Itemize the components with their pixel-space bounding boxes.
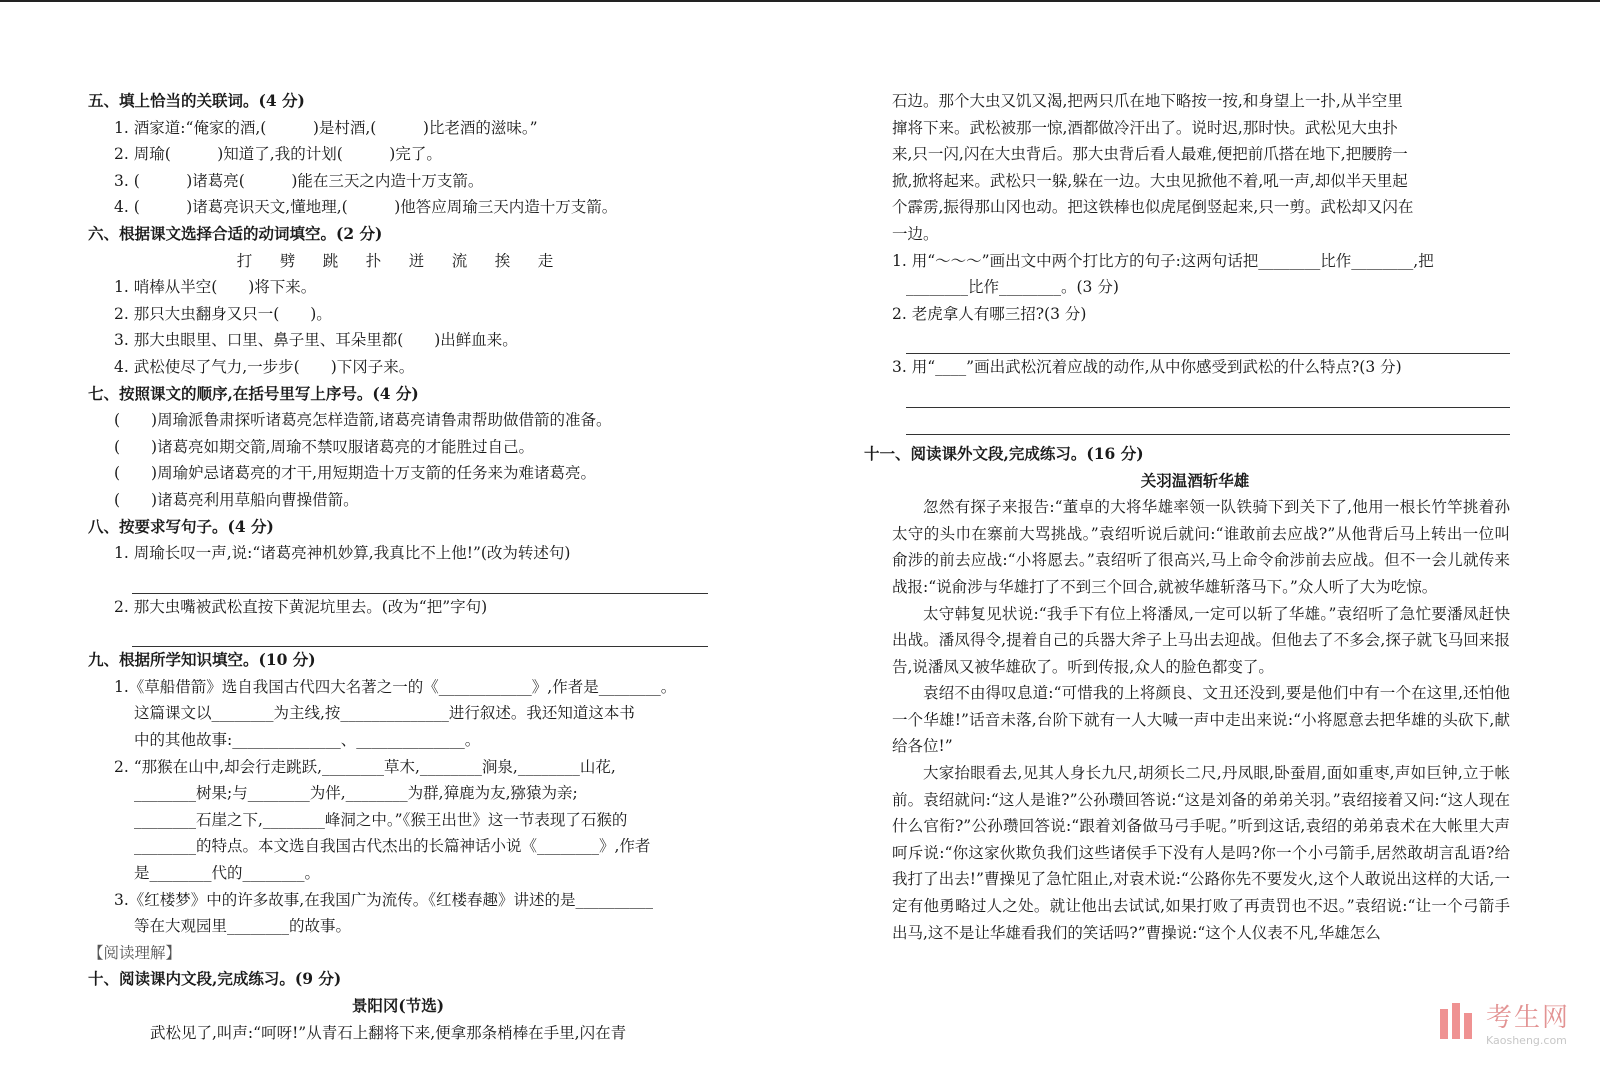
passage-line: 石边。那个大虫又饥又渴,把两只爪在地下略按一按,和身望上一扑,从半空里 xyxy=(892,92,1403,110)
section-9-line: ________的特点。本文选自我国古代杰出的长篇神话小说《________》,作者 xyxy=(134,837,651,856)
section-9-line: 1.《草船借箭》选自我国古代四大名著之一的《____________》,作者是________。 xyxy=(114,677,677,696)
question-3: 3. 用“____”画出武松沉着应战的动作,从中你感受到武松的什么特点?(3 分) xyxy=(892,358,1402,377)
section-5-item-4: 4. ( )诸葛亮识天文,懂地理,( )他答应周瑜三天内造十万支箭。 xyxy=(114,198,618,217)
section-7-item-4: ( )诸葛亮利用草船向曹操借箭。 xyxy=(114,490,359,509)
question-2: 2. 老虎拿人有哪三招?(3 分) xyxy=(892,304,1087,323)
section-9-line: 中的其他故事:______________、______________。 xyxy=(134,731,481,750)
section-6-item-2: 2. 那只大虫翻身又只一( )。 xyxy=(114,304,332,323)
section-8-item-1: 1. 周瑜长叹一声,说:“诸葛亮神机妙算,我真比不上他!”(改为转述句) xyxy=(114,544,571,563)
answer-line[interactable] xyxy=(132,620,708,647)
watermark xyxy=(1440,997,1570,1047)
section-7-title: 七、按照课文的顺序,在括号里写上序号。(4 分) xyxy=(88,383,419,403)
section-9-line: ________石崖之下,________峰洞之中。”《猴王出世》这一节表现了石猴的 xyxy=(134,810,628,829)
section-6-word-bank: 打 劈 跳 扑 迸 流 挨 走 xyxy=(236,251,560,270)
question-1-cont: ________比作________。(3 分) xyxy=(906,278,1119,297)
section-7-item-3: ( )周瑜妒忌诸葛亮的才干,用短期造十万支箭的任务来为难诸葛亮。 xyxy=(114,464,597,483)
section-9-line: 3.《红楼梦》中的许多故事,在我国广为流传。《红楼春趣》讲述的是__________ xyxy=(114,890,653,909)
section-8-item-2: 2. 那大虫嘴被武松直按下黄泥坑里去。(改为“把”字句) xyxy=(114,597,488,616)
section-9-line: 这篇课文以________为主线,按______________进行叙述。我还知道这本书 xyxy=(134,704,635,723)
watermark-text: 考生网 xyxy=(1485,1003,1570,1033)
section-6-title: 六、根据课文选择合适的动词填空。(2 分) xyxy=(88,223,383,243)
watermark-subtext: Kaosheng.com xyxy=(1485,1034,1567,1047)
watermark-logo-icon xyxy=(1440,1003,1478,1041)
section-5-item-3: 3. ( )诸葛亮( )能在三天之内造十万支箭。 xyxy=(114,171,484,190)
question-1: 1. 用“～～～”画出文中两个打比方的句子:这两句话把________比作________,把 xyxy=(892,251,1434,270)
section-7-item-2: ( )诸葛亮如期交箭,周瑜不禁叹服诸葛亮的才能胜过自己。 xyxy=(114,437,535,456)
passage-line: 一边。 xyxy=(892,224,939,243)
passage-title: 景阳冈(节选) xyxy=(351,996,445,1015)
section-5-item-1: 1. 酒家道:“俺家的酒,( )是村酒,( )比老酒的滋味。” xyxy=(114,118,538,137)
section-7-item-1: ( )周瑜派鲁肃探听诸葛亮怎样造箭,诸葛亮请鲁肃帮助做借箭的准备。 xyxy=(114,411,612,430)
section-9-line: 等在大观园里________的故事。 xyxy=(134,917,352,936)
section-9-line: 是________代的________。 xyxy=(134,864,321,883)
passage-paragraph: 袁绍不由得叹息道:“可惜我的上将颜良、文丑还没到,要是他们中有一个在这里,还怕他一个华雄!”话音未落,台阶下就有一人大喊一声中走出来说:“小将愿意去把华雄的头砍下,献给各位!” xyxy=(892,684,1510,756)
passage-title: 关羽温酒斩华雄 xyxy=(1140,470,1250,490)
passage-line: 掀,掀将起来。武松只一躲,躲在一边。大虫见掀他不着,吼一声,却似半天里起 xyxy=(892,171,1408,190)
passage-paragraph: 大家抬眼看去,见其人身长九尺,胡须长二尺,丹凤眼,卧蚕眉,面如重枣,声如巨钟,立于帐前。袁绍就问:“这人是谁?”公孙瓒回答说:“这是刘备的弟弟关羽。”袁绍接着又问:“这人现在什么官衔?”公孙瓒回答说:“跟着刘备做马弓手呢。”听到这话,袁绍的弟弟袁术在大帐里大声呵斥说:“你这家伙欺负我们这些诸侯手下没有人是吗?你一个小弓箭手,居然敢胡言乱语?给我打了出去!”曹操见了急忙阻止,对袁术说:“公路你先不要发火,这个人敢说出这样的大话,一定有他勇略过人之处。就让他出去试试,如果打败了再责罚也不迟。”袁绍说:“让一个弓箭手出马,这不是让华雄看我们的笑话吗?”曹操说:“这个人仪表不凡,华雄怎么 xyxy=(892,764,1510,942)
section-6-item-1: 1. 哨棒从半空( )将下来。 xyxy=(114,278,317,297)
section-9-line: ________树果;与________为伴,________为群,獐鹿为友,猕猿为亲; xyxy=(134,784,578,803)
section-6-item-4: 4. 武松使尽了气力,一步步( )下冈子来。 xyxy=(114,357,415,376)
passage-paragraph: 忽然有探子来报告:“董卓的大将华雄率领一队铁骑下到关下了,他用一根长竹竿挑着孙太守的头巾在寨前大骂挑战。”袁绍听说后就问:“谁敢前去应战?”从他背后马上转出一位叫俞涉的前去应战:“小将愿去。”袁绍听了很高兴,马上命令俞涉前去应战。但不一会儿就传来战报:“说俞涉与华雄打了不到三个回合,就被华雄斩落马下。”众人听了大为吃惊。 xyxy=(892,498,1510,596)
passage-text: 武松见了,叫声:“呵呀!”从青石上翻将下来,便拿那条梢棒在手里,闪在青 xyxy=(150,1023,627,1042)
reading-comprehension-tag: 【阅读理解】 xyxy=(88,943,182,962)
section-8-title: 八、按要求写句子。(4 分) xyxy=(88,516,274,536)
right-column xyxy=(864,88,1510,946)
section-10-title: 十、阅读课内文段,完成练习。(9 分) xyxy=(88,969,342,989)
answer-line[interactable] xyxy=(906,327,1510,354)
section-9-title: 九、根据所学知识填空。(10 分) xyxy=(88,650,316,670)
passage-line: 个霹雳,振得那山冈也动。把这铁棒也似虎尾倒竖起来,只一剪。武松却又闪在 xyxy=(892,198,1414,217)
answer-line[interactable] xyxy=(906,408,1510,435)
section-9-line: 2. “那猴在山中,却会行走跳跃,________草木,________涧泉,________山花, xyxy=(114,757,616,776)
left-column xyxy=(88,88,708,1046)
answer-line[interactable] xyxy=(906,381,1510,408)
section-6-item-3: 3. 那大虫眼里、口里、鼻子里、耳朵里都( )出鲜血来。 xyxy=(114,331,518,350)
answer-line[interactable] xyxy=(132,567,708,594)
passage-line: 来,只一闪,闪在大虫背后。那大虫背后看人最难,便把前爪搭在地下,把腰胯一 xyxy=(892,145,1408,164)
passage-paragraph: 太守韩复见状说:“我手下有位上将潘凤,一定可以斩了华雄。”袁绍听了急忙要潘凤赶快出战。潘凤得令,提着自己的兵器大斧子上马出去迎战。但他去了不多会,探子就飞马回来报告,说潘凤又被华雄砍了。听到传报,众人的脸色都变了。 xyxy=(892,604,1510,676)
section-5-item-2: 2. 周瑜( )知道了,我的计划( )完了。 xyxy=(114,145,442,164)
top-border xyxy=(0,0,1600,2)
section-11-title: 十一、阅读课外文段,完成练习。(16 分) xyxy=(864,443,1144,463)
passage-line: 撺将下来。武松被那一惊,酒都做冷汗出了。说时迟,那时快。武松见大虫扑 xyxy=(892,118,1398,137)
section-5-title: 五、填上恰当的关联词。(4 分) xyxy=(88,91,305,110)
